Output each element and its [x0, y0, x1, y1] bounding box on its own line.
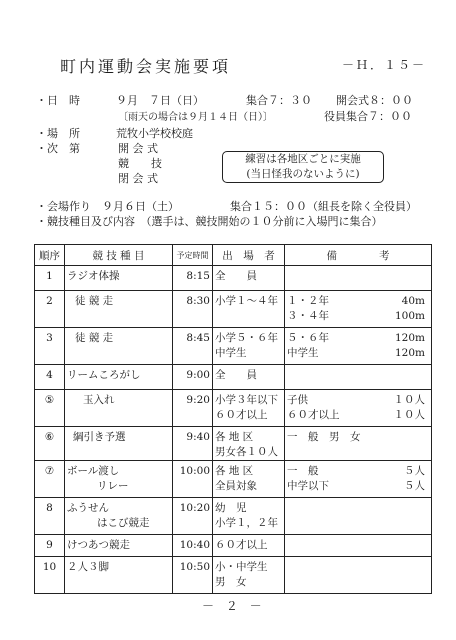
time-cell [173, 557, 213, 594]
notes-cell [285, 461, 432, 498]
order-cell [35, 427, 65, 461]
participant-group: 小学１～４年 [215, 295, 278, 307]
participant-group: 男女各１０人 [215, 446, 278, 458]
order-cell [35, 390, 65, 427]
participant-group: ６０才以上 [215, 539, 268, 551]
note-group: 一 般 男 女 [287, 431, 361, 443]
participants-cell [213, 390, 285, 427]
note-value: 100m [395, 310, 425, 322]
participant-group: 全 員 [215, 369, 257, 381]
time-cell [173, 498, 213, 535]
order-number: 3 [46, 332, 53, 344]
page-number: － ２ － [202, 599, 266, 613]
note-value: ５人 [404, 480, 425, 492]
scheduled-time: 9:00 [186, 369, 210, 381]
time-cell [173, 291, 213, 328]
setup-label: ・会場作り ９月６日（土） [36, 200, 179, 213]
table-row [35, 266, 432, 291]
note-line [287, 331, 429, 346]
program-label: ・次 第 [36, 142, 80, 155]
note-line [287, 346, 429, 361]
time-cell [173, 427, 213, 461]
event-name: ラジオ体操 [67, 270, 120, 282]
note-line [287, 408, 429, 423]
table-row [35, 390, 432, 427]
participant-group: 中学生 [215, 347, 247, 359]
table-row [35, 461, 432, 498]
participants-cell [213, 461, 285, 498]
events-label: ・競技種目及び内容 （選手は、競技開始の１０分前に入場門に集合） [36, 215, 383, 228]
note-group: 中学以下 [287, 480, 329, 492]
note-value: １０人 [393, 409, 425, 421]
scheduled-time: 10:00 [179, 465, 210, 477]
note-group: ６０才以上 [287, 409, 340, 421]
event-name: ボール渡し [67, 465, 120, 477]
note-group: 中学生 [287, 347, 319, 359]
note-line: 練習は各地区ごとに実施 [245, 153, 361, 165]
participant-group: ６０才以上 [215, 409, 268, 421]
participants-cell [213, 266, 285, 291]
time-cell [173, 535, 213, 557]
scheduled-time: 8:45 [186, 332, 210, 344]
note-group: ３・４年 [287, 310, 329, 322]
notes-cell [285, 266, 432, 291]
note-line [287, 309, 429, 324]
col-header-time: 予定時間 [173, 245, 213, 266]
order-cell [35, 328, 65, 365]
event-name: けつあつ競走 [67, 539, 130, 551]
note-value: 120m [395, 332, 425, 344]
participant-group: 幼 児 [215, 502, 247, 514]
order-number: 4 [46, 369, 53, 381]
notes-cell [285, 427, 432, 461]
event-name: 玉入れ [83, 394, 115, 406]
note-line [287, 294, 429, 309]
event-cell [65, 291, 173, 328]
time-cell [173, 328, 213, 365]
note-line: (当日怪我のないように) [246, 168, 360, 180]
col-header-notes: 備 考 [285, 245, 432, 266]
event-name: 綱引き予選 [73, 431, 126, 443]
order-cell [35, 291, 65, 328]
program-item: 競 技 [118, 157, 162, 170]
event-name: リレー [97, 480, 129, 492]
practice-note-box [222, 151, 384, 183]
event-cell [65, 535, 173, 557]
note-line [287, 393, 429, 408]
order-cell [35, 498, 65, 535]
participant-group: 各 地 区 [215, 465, 254, 477]
order-cell [35, 266, 65, 291]
order-number: ⑥ [44, 431, 55, 443]
table-row [35, 498, 432, 535]
participants-cell [213, 328, 285, 365]
note-group: 一 般 [287, 465, 319, 477]
note-value: 40m [401, 295, 425, 307]
participant-group: 全員対象 [215, 480, 257, 492]
table-row [35, 535, 432, 557]
notes-cell [285, 557, 432, 594]
notes-cell [285, 390, 432, 427]
scheduled-time: 10:50 [179, 561, 210, 573]
participant-group: 男 女 [215, 576, 247, 588]
participants-cell [213, 498, 285, 535]
event-name: 徒 競 走 [75, 295, 114, 307]
time-cell [173, 365, 213, 390]
event-name: はこび競走 [97, 517, 150, 529]
col-header-event: 競 技 種 目 [65, 245, 173, 266]
scheduled-time: 8:30 [186, 295, 210, 307]
order-cell [35, 557, 65, 594]
note-group: １・２年 [287, 295, 329, 307]
event-cell [65, 365, 173, 390]
event-cell [65, 390, 173, 427]
note-value: ５人 [404, 465, 425, 477]
event-cell [65, 427, 173, 461]
note-value: 120m [395, 347, 425, 359]
event-cell [65, 461, 173, 498]
participant-group: 小・中学生 [215, 561, 268, 573]
time-cell [173, 390, 213, 427]
assembly-time: 集合７：３０ [246, 94, 312, 107]
notes-cell [285, 291, 432, 328]
participant-group: 全 員 [215, 270, 257, 282]
table-row [35, 328, 432, 365]
participants-cell [213, 427, 285, 461]
participants-cell [213, 535, 285, 557]
participant-group: 小学１，２年 [215, 517, 278, 529]
participant-group: 各 地 区 [215, 431, 254, 443]
rain-note: 〔雨天の場合は９月１４日（日）〕 [118, 112, 273, 123]
event-table [34, 244, 432, 594]
scheduled-time: 8:15 [186, 270, 210, 282]
event-cell [65, 498, 173, 535]
table-row [35, 365, 432, 390]
event-name: リームころがし [67, 369, 141, 381]
order-cell [35, 365, 65, 390]
datetime-label: ・日 時 [36, 94, 80, 107]
notes-cell [285, 535, 432, 557]
place-label: ・場 所 [36, 127, 80, 140]
place-value: 荒牧小学校校庭 [116, 127, 193, 140]
event-name: ２人３脚 [67, 561, 109, 573]
event-name: ふうせん [67, 502, 109, 514]
table-row [35, 291, 432, 328]
note-group: 子供 [287, 394, 308, 406]
order-cell [35, 535, 65, 557]
setup-time: 集合１５：００（組長を除く全役員） [230, 200, 417, 213]
participants-cell [213, 291, 285, 328]
order-number: 8 [46, 502, 53, 514]
scheduled-time: 10:20 [179, 502, 210, 514]
col-header-participants: 出 場 者 [213, 245, 285, 266]
table-row [35, 557, 432, 594]
event-cell [65, 328, 173, 365]
scheduled-time: 9:20 [186, 394, 210, 406]
time-cell [173, 266, 213, 291]
col-header-order: 順序 [35, 245, 65, 266]
time-cell [173, 461, 213, 498]
order-number: 2 [46, 295, 53, 307]
participants-cell [213, 365, 285, 390]
order-number: 9 [46, 539, 53, 551]
note-line [287, 464, 429, 479]
participants-cell [213, 557, 285, 594]
event-cell [65, 557, 173, 594]
order-number: ⑤ [44, 394, 55, 406]
order-number: ⑦ [44, 465, 55, 477]
table-header-row [35, 245, 432, 266]
participant-group: 小学５・６年 [215, 332, 278, 344]
scheduled-time: 9:40 [186, 431, 210, 443]
order-cell [35, 461, 65, 498]
order-number: 1 [46, 270, 53, 282]
page-title: 町内運動会実施要項 [60, 57, 232, 76]
edition-label: －Ｈ．１５－ [342, 58, 427, 72]
order-number: 10 [42, 561, 57, 573]
program-item: 開 会 式 [118, 142, 158, 155]
note-line [287, 479, 429, 494]
participant-group: 小学３年以下 [215, 394, 278, 406]
program-item: 閉 会 式 [118, 172, 158, 185]
notes-cell [285, 498, 432, 535]
table-row [35, 427, 432, 461]
notes-cell [285, 328, 432, 365]
note-value: １０人 [393, 394, 425, 406]
notes-cell [285, 365, 432, 390]
note-line [287, 430, 429, 445]
note-group: ５・６年 [287, 332, 329, 344]
officers-time: 役員集合７：００ [324, 110, 412, 123]
event-name: 徒 競 走 [75, 332, 114, 344]
opening-time: 開会式８：００ [336, 94, 413, 107]
event-cell [65, 266, 173, 291]
scheduled-time: 10:40 [179, 539, 210, 551]
datetime-value: ９月 ７日（日） [116, 94, 204, 107]
